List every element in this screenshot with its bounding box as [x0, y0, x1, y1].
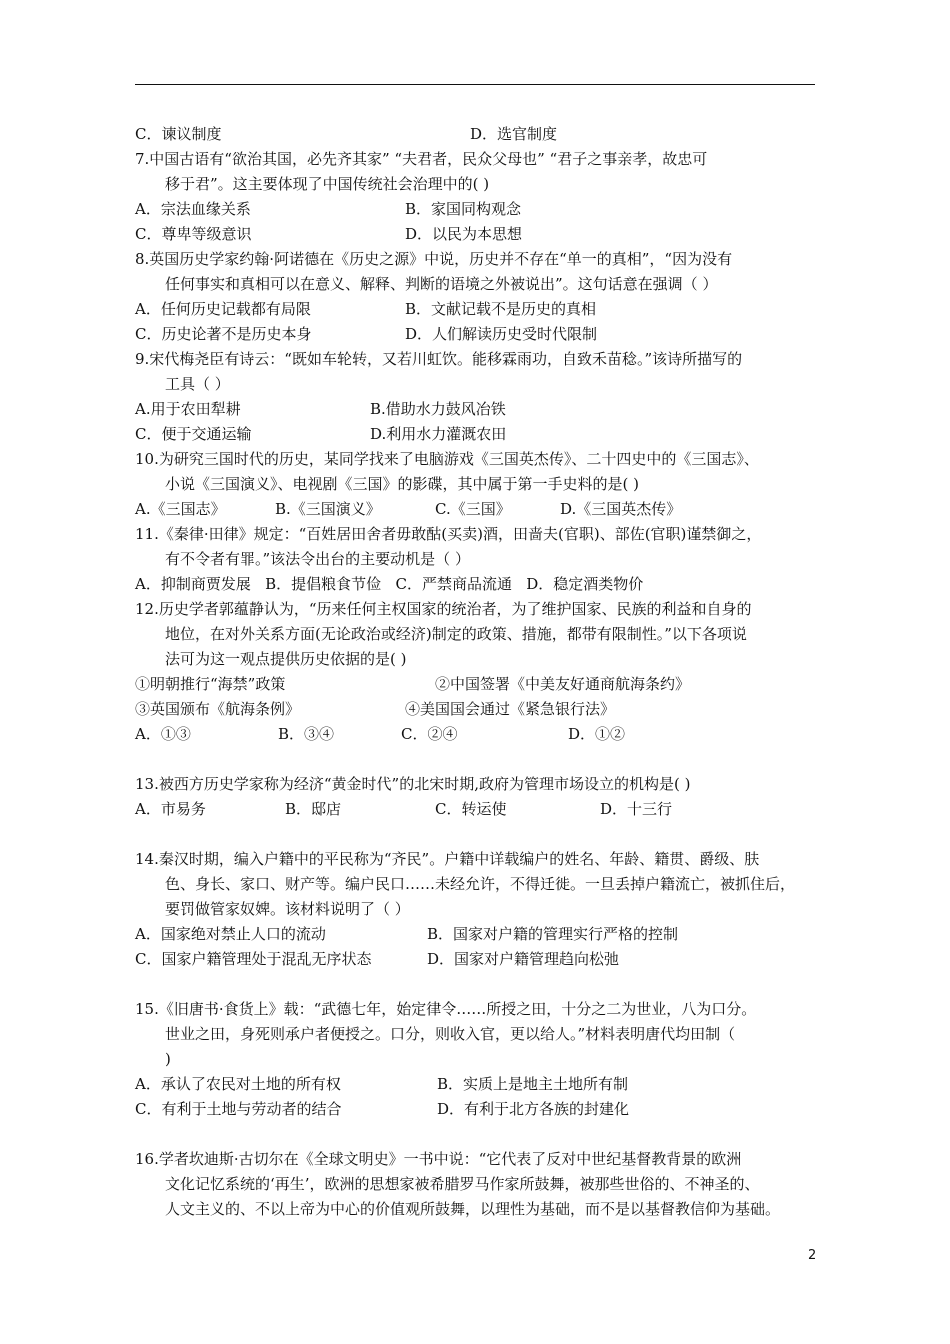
q13-option-b[interactable]: B．邸店: [285, 800, 342, 818]
q7-options-ab: [135, 197, 825, 222]
q12-option-c[interactable]: C．②④: [401, 725, 458, 743]
q12-item-1: ①明朝推行“海禁”政策: [135, 675, 286, 693]
q15-option-d[interactable]: D．有利于北方各族的封建化: [437, 1100, 630, 1118]
q9-stem-line1: 9.宋代梅尧臣有诗云：“既如车轮转，又若川虹饮。能移霖雨功，自致禾苗稔。”该诗所描写的: [135, 350, 743, 368]
q9-option-c[interactable]: C．便于交通运输: [135, 425, 252, 443]
header-rule: [135, 84, 815, 85]
q16-stem-line2: 文化记忆系统的‘再生’，欧洲的思想家被希腊罗马作家所鼓舞，被那些世俗的、不神圣的、: [165, 1175, 760, 1193]
q10-stem-line2: 小说《三国演义》、电视剧《三国》的影碟，其中属于第一手史料的是( ): [165, 475, 639, 493]
q10-option-d[interactable]: D.《三国英杰传》: [560, 500, 682, 518]
spacer: [135, 747, 825, 772]
q14-stem-line2: 色、身长、家口、财产等。编户民口……未经允许，不得迁徙。一旦丢掉户籍流亡，被抓住后，: [165, 875, 796, 893]
q12-items-12: [135, 672, 825, 697]
q7-option-c[interactable]: C．尊卑等级意识: [135, 225, 252, 243]
q8-options-cd: [135, 322, 825, 347]
q11-stem-line2: 有不令者有罪。”该法令出台的主要动机是（ ）: [165, 550, 470, 568]
q14-stem-line1: 14.秦汉时期，编入户籍中的平民称为“齐民”。户籍中详载编户的姓名、年龄、籍贯、爵级、肤: [135, 850, 760, 868]
q12-options: [135, 722, 825, 747]
q12-option-b[interactable]: B．③④: [278, 725, 335, 743]
q12-option-a[interactable]: A．①③: [135, 725, 191, 743]
q14-option-a[interactable]: A．国家绝对禁止人口的流动: [135, 925, 326, 943]
q10-stem-line1: 10.为研究三国时代的历史，某同学找来了电脑游戏《三国英杰传》、二十四史中的《三国志》、: [135, 450, 759, 468]
exam-page: [135, 122, 825, 1222]
q15-options-cd: [135, 1097, 825, 1122]
q14-stem-line3: 要罚做管家奴婢。该材料说明了（ ）: [165, 900, 410, 918]
q15-options-ab: [135, 1072, 825, 1097]
spacer: [135, 822, 825, 847]
q9-stem-line2: 工具（ ）: [165, 375, 230, 393]
q12-item-4: ④美国国会通过《紧急银行法》: [405, 700, 616, 718]
q10-option-a[interactable]: A.《三国志》: [135, 500, 226, 518]
q7-option-b[interactable]: B．家国同构观念: [405, 200, 522, 218]
q12-item-3: ③英国颁布《航海条例》: [135, 700, 301, 718]
q10-option-b[interactable]: B.《三国演义》: [275, 500, 381, 518]
spacer: [135, 1122, 825, 1147]
q13-option-a[interactable]: A．市易务: [135, 800, 206, 818]
q8-option-a[interactable]: A．任何历史记载都有局限: [135, 300, 311, 318]
q12-option-d[interactable]: D．①②: [568, 725, 626, 743]
q12-stem-line3: 法可为这一观点提供历史依据的是( ): [165, 650, 407, 668]
q8-option-c[interactable]: C．历史论著不是历史本身: [135, 325, 312, 343]
q9-option-a[interactable]: A.用于农田犁耕: [135, 400, 241, 418]
q6-options-cd: [135, 122, 825, 147]
q7-stem-line1: 7.中国古语有“欲治其国，必先齐其家” “夫君者，民众父母也” “君子之事亲孝，故忠可: [135, 150, 708, 168]
q8-option-b[interactable]: B．文献记载不是历史的真相: [405, 300, 597, 318]
q10-options: [135, 497, 825, 522]
q11-stem-line1: 11.《秦律·田律》规定：“百姓居田舍者毋敢酤(买卖)酒，田啬夫(官职)、部佐(官职)谨禁御之，: [135, 525, 762, 543]
q11-options[interactable]: A．抑制商贾发展 B．提倡粮食节俭 C．严禁商品流通 D．稳定酒类物价: [135, 575, 644, 593]
page-number: 2: [808, 1248, 817, 1263]
q7-options-cd: [135, 222, 825, 247]
q12-items-34: [135, 697, 825, 722]
q13-option-d[interactable]: D．十三行: [600, 800, 673, 818]
q9-option-d[interactable]: D.利用水力灌溉农田: [370, 425, 507, 443]
q12-stem-line1: 12.历史学者郭蕴静认为，“历来任何主权国家的统治者，为了维护国家、民族的利益和自身的: [135, 600, 752, 618]
q16-stem-line1: 16.学者坎迪斯·古切尔在《全球文明史》一书中说：“它代表了反对中世纪基督教背景的欧洲: [135, 1150, 742, 1168]
q15-stem-line1: 15.《旧唐书·食货上》载：“武德七年，始定律令……所授之田，十分之二为世业，八为口分。: [135, 1000, 757, 1018]
q6-option-d[interactable]: D．选官制度: [470, 125, 558, 143]
q13-option-c[interactable]: C．转运使: [435, 800, 507, 818]
q15-stem-line2: 世业之田，身死则承户者便授之。口分，则收入官，更以给人。”材料表明唐代均田制（: [165, 1025, 736, 1043]
q15-option-c[interactable]: C．有利于土地与劳动者的结合: [135, 1100, 342, 1118]
q7-option-d[interactable]: D．以民为本思想: [405, 225, 523, 243]
q12-stem-line2: 地位，在对外关系方面(无论政治或经济)制定的政策、措施，都带有限制性。”以下各项说: [165, 625, 747, 643]
q15-stem-line3: ): [165, 1050, 171, 1068]
q15-option-b[interactable]: B．实质上是地主土地所有制: [437, 1075, 629, 1093]
q16-stem-line3: 人文主义的、不以上帝为中心的价值观所鼓舞，以理性为基础，而不是以基督教信仰为基础。: [165, 1200, 781, 1218]
q12-item-2: ②中国签署《中美友好通商航海条约》: [435, 675, 691, 693]
q14-option-c[interactable]: C．国家户籍管理处于混乱无序状态: [135, 950, 372, 968]
q10-option-c[interactable]: C.《三国》: [435, 500, 511, 518]
q8-options-ab: [135, 297, 825, 322]
q7-stem-line2: 移于君”。这主要体现了中国传统社会治理中的( ): [165, 175, 490, 193]
q14-option-d[interactable]: D．国家对户籍管理趋向松弛: [427, 950, 620, 968]
q8-option-d[interactable]: D．人们解读历史受时代限制: [405, 325, 598, 343]
q14-option-b[interactable]: B．国家对户籍的管理实行严格的控制: [427, 925, 679, 943]
q9-options-cd: [135, 422, 825, 447]
q8-stem-line2: 任何事实和真相可以在意义、解释、判断的语境之外被说出”。这句话意在强调（ ）: [165, 275, 718, 293]
q13-options: [135, 797, 825, 822]
q15-option-a[interactable]: A．承认了农民对土地的所有权: [135, 1075, 341, 1093]
q9-options-ab: [135, 397, 825, 422]
q14-options-ab: [135, 922, 825, 947]
spacer: [135, 972, 825, 997]
q6-option-c[interactable]: C．谏议制度: [135, 125, 222, 143]
q14-options-cd: [135, 947, 825, 972]
q8-stem-line1: 8.英国历史学家约翰·阿诺德在《历史之源》中说，历史并不存在“单一的真相”，“因为没有: [135, 250, 733, 268]
q7-option-a[interactable]: A．宗法血缘关系: [135, 200, 251, 218]
q9-option-b[interactable]: B.借助水力鼓风冶铁: [370, 400, 506, 418]
q13-stem: 13.被西方历史学家称为经济“黄金时代”的北宋时期,政府为管理市场设立的机构是( ): [135, 775, 691, 793]
